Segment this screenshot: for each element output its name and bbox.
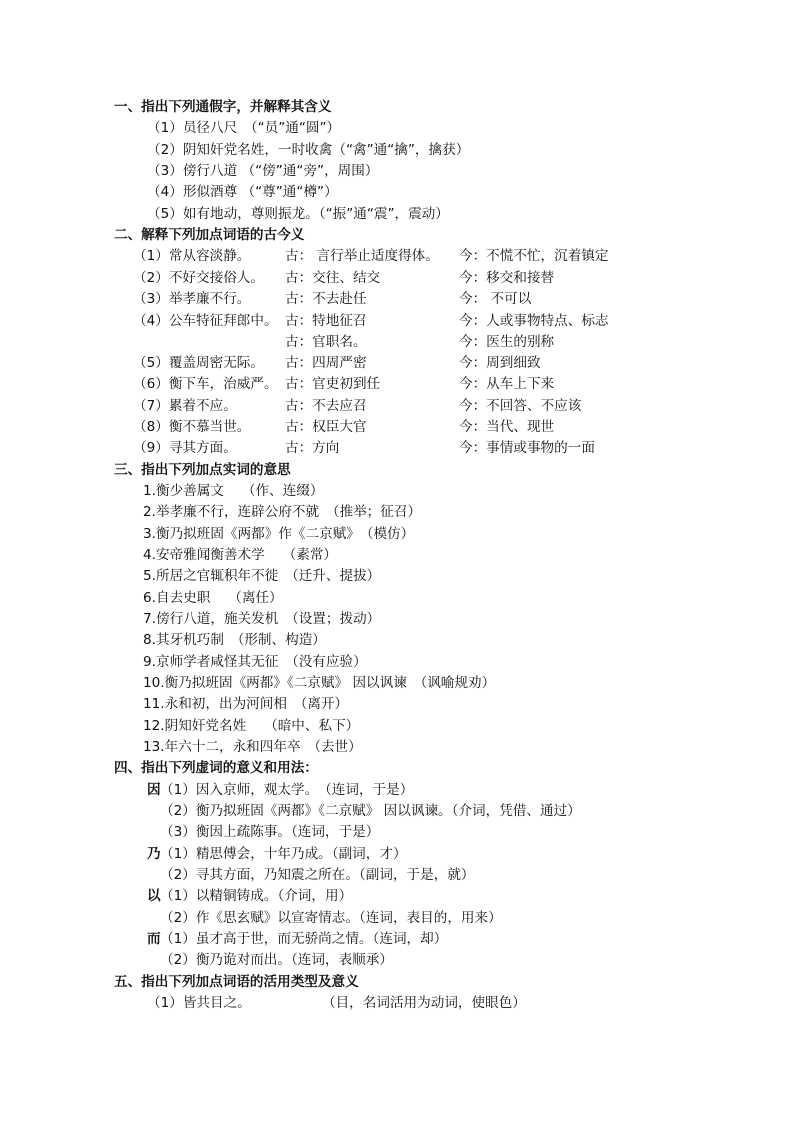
s5-item-1-question: （1）皆共目之。 <box>147 995 251 1011</box>
s2-row-6-text: （5）覆盖周密无际。 <box>133 355 264 371</box>
s2-row-7-text: （6）衡下车，治威严。 <box>133 376 278 392</box>
s2-row-9-gu: 古：权臣大官 <box>285 419 367 435</box>
s2-row-9-jin: 今：当代、现世 <box>459 419 555 435</box>
section-2-title: 二、解释下列加点词语的古今义 <box>114 227 305 243</box>
section-1-title: 一、指出下列通假字，并解释其含义 <box>114 99 332 115</box>
s3-item-10: 10.衡乃拟班固《两都》《二京赋》 因以讽谏 （讽喻规劝） <box>143 675 496 691</box>
s2-row-3-gu: 古：不去赴任 <box>285 291 367 307</box>
s4-word-nai: 乃 <box>147 846 161 862</box>
s2-row-7-gu: 古：官吏初到任 <box>285 376 381 392</box>
s2-row-8-jin: 今：不回答、不应该 <box>459 398 582 414</box>
s2-row-6-jin: 今：周到细致 <box>459 355 541 371</box>
section-4-title: 四、指出下列虚词的意义和用法： <box>114 760 318 776</box>
s3-item-1: 1.衡少善属文 （作、连缀） <box>143 483 324 499</box>
s1-item-1: （1）员径八尺 （“员”通“圆”） <box>147 120 341 136</box>
s3-item-9: 9.京师学者咸怪其无征 （没有应验） <box>143 654 367 670</box>
s2-row-5-gu: 古：官职名。 <box>285 334 367 350</box>
s2-row-2-text: （2）不好交接俗人。 <box>133 270 264 286</box>
s3-item-7: 7.傍行八道，施关发机 （设置；拨动） <box>143 611 381 627</box>
s1-item-3: （3）傍行八道 （“傍”通“旁”，周围） <box>147 163 379 179</box>
s1-item-5: （5）如有地动，尊则振龙。（“振”通“震”，震动） <box>147 206 449 222</box>
s3-item-12: 12.阴知奸党名姓 （暗中、私下） <box>143 718 360 734</box>
s2-row-2-jin: 今：移交和接替 <box>459 270 555 286</box>
s2-row-5-jin: 今：医生的别称 <box>459 334 555 350</box>
s3-item-3: 3.衡乃拟班固《两都》作《二京赋》 （模仿） <box>143 526 415 542</box>
s1-item-2: （2）阴知奸党名姓，一时收禽（“禽”通“擒”，擒获） <box>147 142 470 158</box>
s4-er-item-1: （1）虽才高于世，而无骄尚之情。（连词，却） <box>160 931 448 947</box>
s2-row-4-jin: 今：人或事物特点、标志 <box>459 313 609 329</box>
s4-yin-item-2: （2）衡乃拟班固《两都》《二京赋》 因以讽谏。（介词，凭借、通过） <box>160 803 581 819</box>
s2-row-7-jin: 今：从车上下来 <box>459 376 555 392</box>
s4-word-yin: 因 <box>147 782 161 798</box>
s4-yi-item-1: （1）以精铜铸成。（介词，用） <box>160 888 353 904</box>
s2-row-9-text: （8）衡不慕当世。 <box>133 419 251 435</box>
s3-item-2: 2.举孝廉不行，连辟公府不就 （推举；征召） <box>143 504 422 520</box>
s2-row-1-gu: 古： 言行举止适度得体。 <box>285 248 439 264</box>
s5-item-1-answer: （目，名词活用为动词，使眼色） <box>322 995 526 1011</box>
s2-row-10-text: （9）寻其方面。 <box>133 440 237 456</box>
s2-row-1-jin: 今：不慌不忙，沉着镇定 <box>459 248 609 264</box>
section-3-title: 三、指出下列加点实词的意思 <box>114 462 291 478</box>
s3-item-8: 8.其牙机巧制 （形制、构造） <box>143 632 326 648</box>
s4-word-yi: 以 <box>147 888 161 904</box>
s2-row-10-gu: 古：方向 <box>285 440 340 456</box>
s2-row-4-text: （4）公车特征拜郎中。 <box>133 313 278 329</box>
s3-item-4: 4.安帝雅闻衡善术学 （素常） <box>143 547 338 563</box>
s4-nai-item-2: （2）寻其方面，乃知震之所在。（副词，于是，就） <box>160 867 475 883</box>
s2-row-6-gu: 古：四周严密 <box>285 355 367 371</box>
s4-er-item-2: （2）衡乃诡对而出。（连词，表顺承） <box>160 952 393 968</box>
s3-item-6: 6.自去史职 （离任） <box>143 590 283 606</box>
s3-item-13: 13.年六十二，永和四年卒 （去世） <box>143 739 362 755</box>
s4-word-er: 而 <box>147 931 161 947</box>
section-5-title: 五、指出下列加点词语的活用类型及意义 <box>114 974 359 990</box>
s2-row-1-text: （1）常从容淡静。 <box>133 248 251 264</box>
s4-yi-item-2: （2）作《思玄赋》以宣寄情志。（连词，表目的，用来） <box>160 910 502 926</box>
s3-item-11: 11.永和初，出为河间相 （离开） <box>143 696 349 712</box>
s2-row-8-text: （7）累着不应。 <box>133 398 237 414</box>
s2-row-4-gu: 古：特地征召 <box>285 313 367 329</box>
s4-nai-item-1: （1）精思傅会，十年乃成。（副词，才） <box>160 846 407 862</box>
s2-row-10-jin: 今：事情或事物的一面 <box>459 440 595 456</box>
s3-item-5: 5.所居之官辄积年不徙 （迁升、提拔） <box>143 568 381 584</box>
s2-row-2-gu: 古：交往、结交 <box>285 270 381 286</box>
s1-item-4: （4）形似酒尊 （“尊”通“樽”） <box>147 184 338 200</box>
s2-row-8-gu: 古：不去应召 <box>285 398 367 414</box>
s2-row-3-text: （3）举孝廉不行。 <box>133 291 251 307</box>
s2-row-3-jin: 今： 不可以 <box>459 291 532 307</box>
s4-yin-item-3: （3）衡因上疏陈事。（连词，于是） <box>160 824 380 840</box>
s4-yin-item-1: （1）因入京师，观太学。 （连词，于是） <box>160 782 414 798</box>
